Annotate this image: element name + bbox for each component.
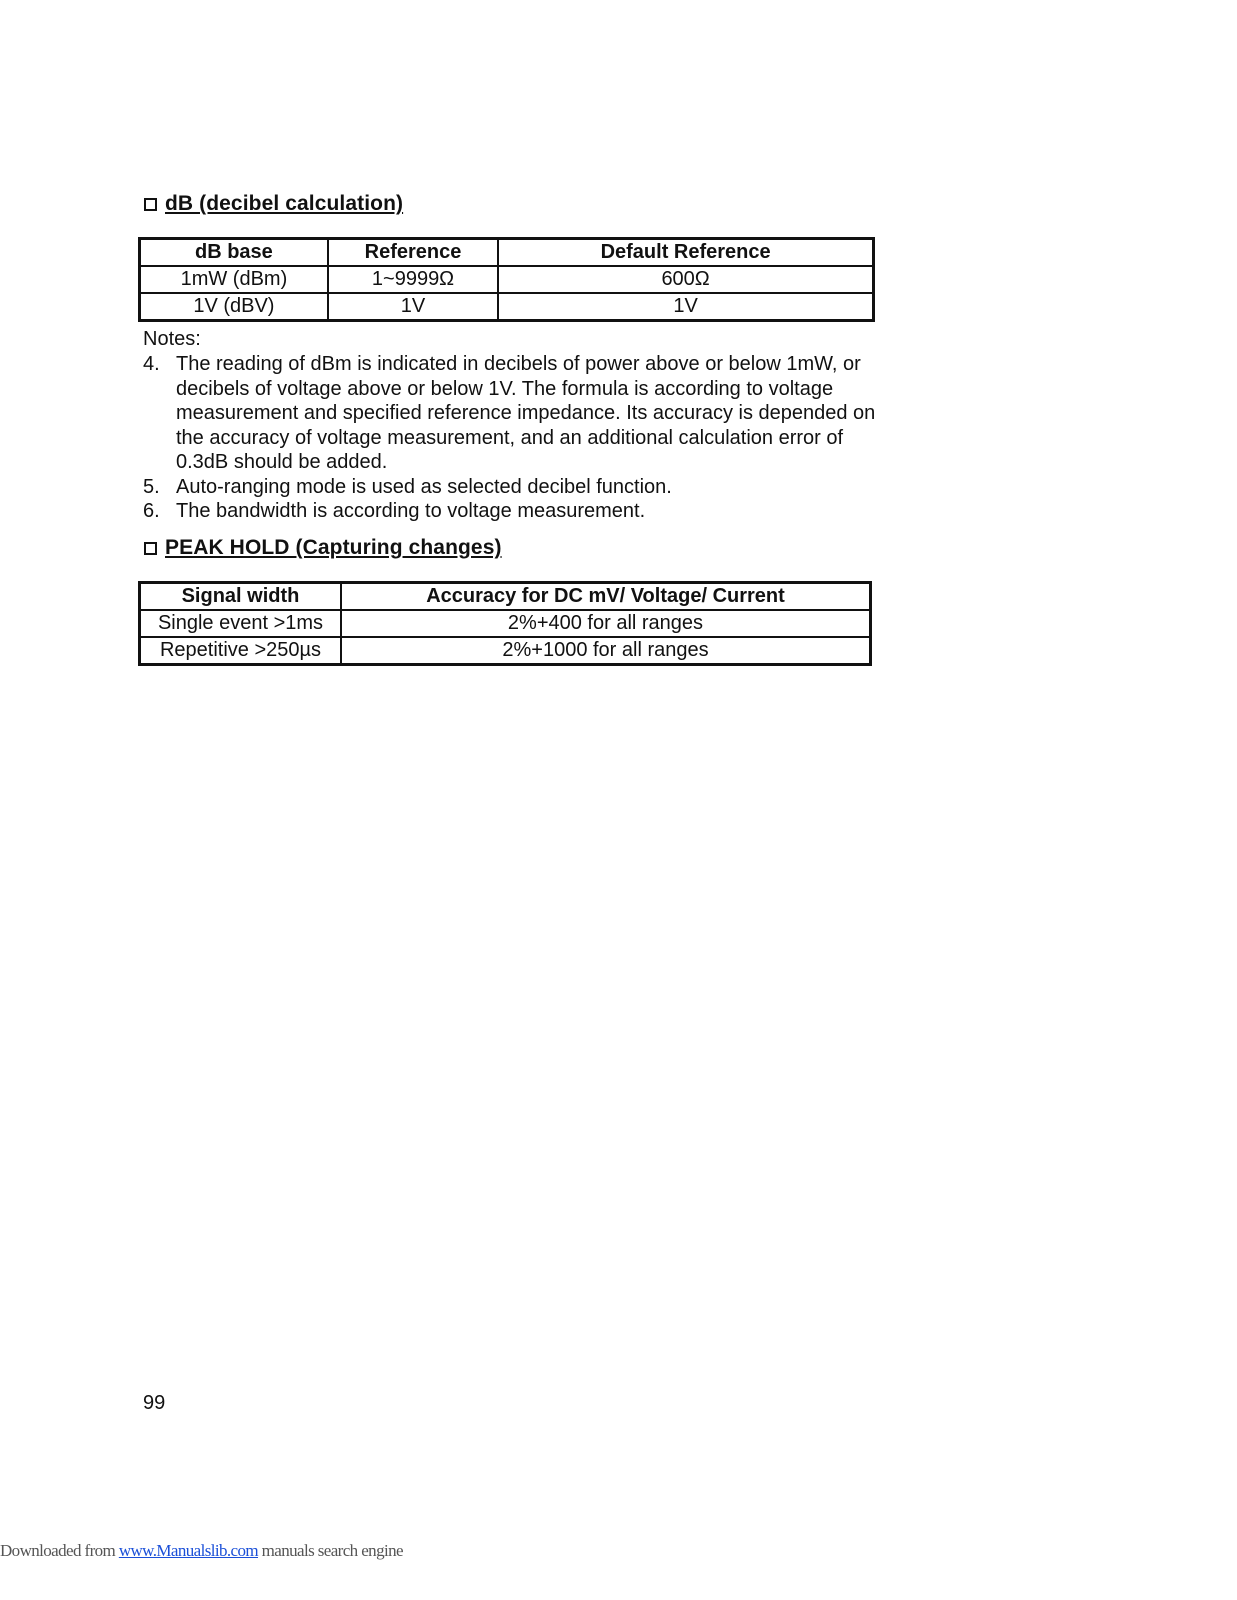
table-cell: 1mW (dBm) bbox=[140, 266, 328, 293]
table-cell: Single event >1ms bbox=[140, 610, 341, 637]
table-cell: 1~9999Ω bbox=[328, 266, 498, 293]
footer-prefix: Downloaded from bbox=[0, 1541, 119, 1560]
notes-list bbox=[143, 352, 883, 524]
db-section-heading bbox=[144, 192, 403, 216]
table-cell: 2%+400 for all ranges bbox=[341, 610, 871, 637]
table-header-row bbox=[140, 583, 871, 611]
db-section-title: dB (decibel calculation) bbox=[165, 192, 404, 215]
table-cell: 2%+1000 for all ranges bbox=[341, 637, 871, 665]
table-header-cell: Signal width bbox=[140, 583, 341, 611]
table-header-cell: dB base bbox=[140, 239, 328, 267]
table-cell: 1V bbox=[498, 293, 873, 321]
list-item bbox=[143, 352, 883, 475]
peak-hold-table bbox=[138, 581, 872, 666]
table-cell: Repetitive >250µs bbox=[140, 637, 341, 665]
table-header-cell: Reference bbox=[328, 239, 498, 267]
note-text: The reading of dBm is indicated in decibels of power above or below 1mW, or decibels of voltage above or below 1V. The formula is according to voltage measurement and specified reference impedance. Its accuracy is depended on the accuracy of voltage measurement, and an additional calculation error of 0.3dB should be added. bbox=[176, 353, 876, 473]
footer-suffix: manuals search engine bbox=[258, 1541, 403, 1560]
list-item bbox=[143, 499, 883, 524]
checkbox-icon bbox=[144, 542, 157, 555]
note-number: 5. bbox=[143, 475, 160, 498]
table-cell: 1V (dBV) bbox=[140, 293, 328, 321]
note-text: The bandwidth is according to voltage measurement. bbox=[176, 500, 646, 522]
note-number: 6. bbox=[143, 500, 160, 522]
manualslib-link[interactable]: www.Manualslib.com bbox=[118, 1541, 259, 1560]
table-row bbox=[140, 610, 871, 637]
table-header-cell: Accuracy for DC mV/ Voltage/ Current bbox=[341, 583, 871, 611]
table-row bbox=[140, 637, 871, 665]
list-item bbox=[143, 475, 883, 500]
table-cell: 1V bbox=[328, 293, 498, 321]
table-header-cell: Default Reference bbox=[498, 239, 873, 267]
table-header-row bbox=[140, 239, 874, 267]
peak-section-title: PEAK HOLD (Capturing changes) bbox=[165, 536, 502, 559]
db-table bbox=[138, 237, 875, 322]
notes-label: Notes: bbox=[143, 328, 201, 350]
page-number: 99 bbox=[143, 1392, 166, 1414]
table-row bbox=[140, 293, 874, 321]
download-footer bbox=[0, 1541, 403, 1561]
peak-section-heading bbox=[144, 536, 502, 560]
table-cell: 600Ω bbox=[498, 266, 873, 293]
note-number: 4. bbox=[143, 353, 160, 375]
note-text: Auto-ranging mode is used as selected decibel function. bbox=[176, 475, 672, 498]
table-row bbox=[140, 266, 874, 293]
checkbox-icon bbox=[144, 198, 157, 211]
